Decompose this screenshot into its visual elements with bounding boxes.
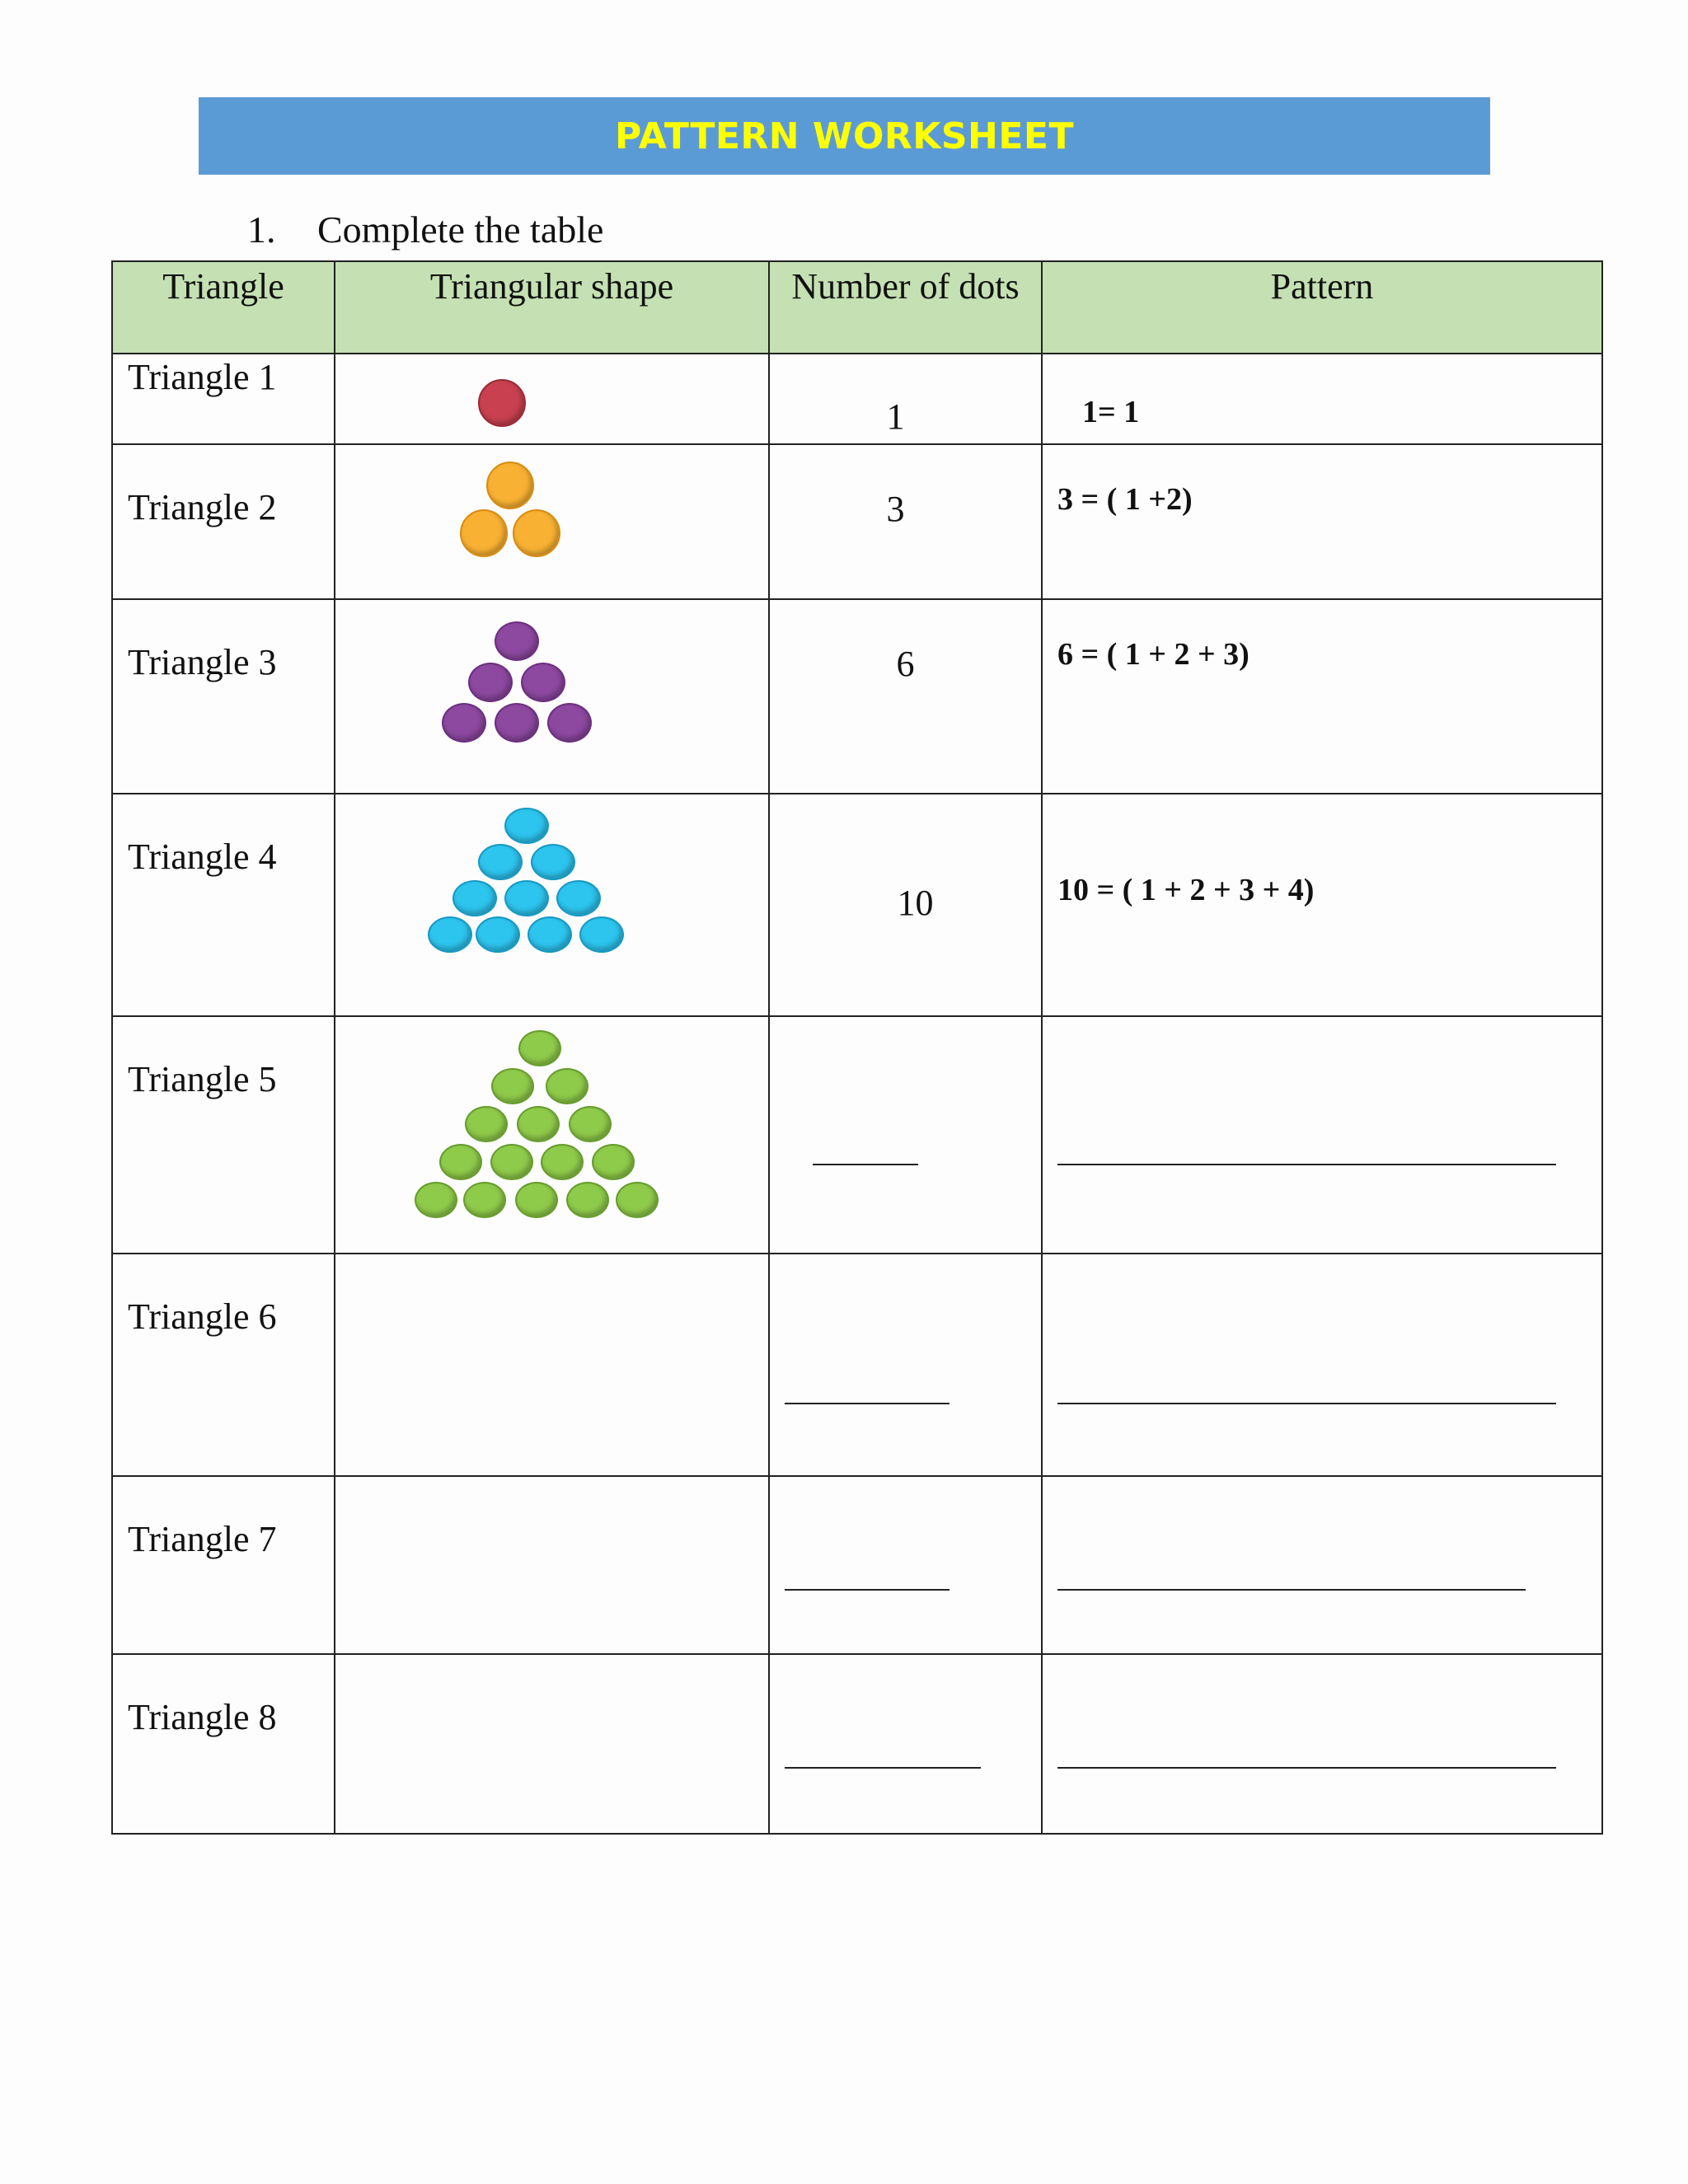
triangular-shape-cell[interactable] — [335, 1476, 769, 1654]
dot — [491, 1068, 534, 1104]
dot — [439, 1144, 482, 1180]
dots-count: 3 — [886, 489, 905, 529]
table-row — [112, 794, 1602, 1016]
table-row — [112, 444, 1602, 599]
triangular-shape-cell — [335, 354, 769, 444]
column-header-dots: Number of dots — [769, 261, 1042, 354]
triangular-shape-cell — [335, 1016, 769, 1254]
dot — [521, 663, 565, 702]
dots-answer-cell[interactable] — [769, 1476, 1042, 1654]
dot — [541, 1144, 584, 1180]
triangular-shape-cell — [335, 444, 769, 599]
column-header-shape: Triangular shape — [335, 261, 769, 354]
dot — [495, 621, 539, 661]
pattern-answer-cell[interactable] — [1042, 1016, 1602, 1254]
answer-blank-line — [785, 1403, 950, 1404]
triangular-shape-cell[interactable] — [335, 1254, 769, 1476]
pattern-text: 6 = ( 1 + 2 + 3) — [1057, 637, 1250, 672]
dots-answer-cell[interactable] — [769, 1654, 1042, 1834]
dot — [504, 880, 549, 916]
answer-blank-line — [785, 1589, 950, 1591]
pattern-answer-cell[interactable] — [1042, 1476, 1602, 1654]
pattern-answer-cell[interactable] — [1042, 1654, 1602, 1834]
triangle-label: Triangle 1 — [128, 357, 277, 397]
answer-blank-line — [1057, 1767, 1556, 1769]
pattern-text: 3 = ( 1 +2) — [1057, 482, 1193, 517]
triangular-shape-cell[interactable] — [335, 1654, 769, 1834]
dot — [415, 1182, 457, 1218]
dot — [566, 1182, 609, 1218]
table-row — [112, 1476, 1602, 1654]
triangle-label: Triangle 7 — [128, 1519, 277, 1559]
dot — [490, 1144, 533, 1180]
dot — [504, 808, 549, 844]
table-row — [112, 354, 1602, 444]
triangle-label: Triangle 6 — [128, 1296, 277, 1337]
instruction — [247, 208, 603, 251]
dot — [546, 1068, 588, 1104]
dot — [547, 703, 592, 743]
dot — [452, 880, 497, 916]
dots-answer-cell[interactable] — [769, 1254, 1042, 1476]
dot — [428, 916, 472, 953]
instruction-number: 1. — [247, 209, 276, 251]
pattern-answer-cell[interactable] — [1042, 1254, 1602, 1476]
triangle-label: Triangle 3 — [128, 642, 277, 682]
dot — [531, 844, 575, 880]
dot — [495, 703, 539, 743]
answer-blank-line — [813, 1164, 918, 1165]
triangular-shape-cell — [335, 794, 769, 1016]
dot — [517, 1106, 560, 1142]
dot — [579, 916, 624, 953]
instruction-text: Complete the table — [317, 209, 604, 251]
dot — [465, 1106, 508, 1142]
table-row — [112, 1254, 1602, 1476]
answer-blank-line — [1057, 1589, 1526, 1591]
dots-answer-cell[interactable] — [769, 1016, 1042, 1254]
table-row — [112, 599, 1602, 794]
dot — [478, 379, 526, 427]
dot — [478, 844, 523, 880]
triangle-label: Triangle 5 — [128, 1059, 277, 1099]
column-header-triangle: Triangle — [112, 261, 335, 354]
answer-blank-line — [785, 1767, 981, 1769]
dot — [476, 916, 520, 953]
dots-count: 6 — [896, 644, 915, 684]
dots-count: 1 — [886, 396, 905, 437]
dots-count: 10 — [897, 883, 934, 923]
triangular-shape-cell — [335, 599, 769, 794]
pattern-text: 1= 1 — [1082, 395, 1140, 429]
dot — [569, 1106, 612, 1142]
dot — [616, 1182, 659, 1218]
table-header-row — [112, 261, 1602, 354]
answer-blank-line — [1057, 1164, 1556, 1165]
dot — [556, 880, 601, 916]
dot — [468, 663, 513, 702]
table-row — [112, 1016, 1602, 1254]
triangle-label: Triangle 8 — [128, 1697, 277, 1737]
answer-blank-line — [1057, 1403, 1556, 1404]
table-row — [112, 1654, 1602, 1834]
dot — [442, 703, 486, 743]
worksheet-title-banner — [199, 97, 1490, 175]
dot — [460, 509, 508, 557]
dot — [463, 1182, 506, 1218]
pattern-table — [111, 260, 1603, 1835]
pattern-text: 10 = ( 1 + 2 + 3 + 4) — [1057, 873, 1315, 907]
dot — [513, 509, 560, 557]
dot — [486, 462, 534, 509]
worksheet-title: PATTERN WORKSHEET — [614, 115, 1075, 157]
dot — [528, 916, 572, 953]
triangle-label: Triangle 4 — [128, 837, 277, 877]
dot — [518, 1030, 561, 1066]
dot — [515, 1182, 558, 1218]
column-header-pattern: Pattern — [1042, 261, 1602, 354]
dot — [592, 1144, 635, 1180]
triangle-label: Triangle 2 — [128, 487, 277, 527]
